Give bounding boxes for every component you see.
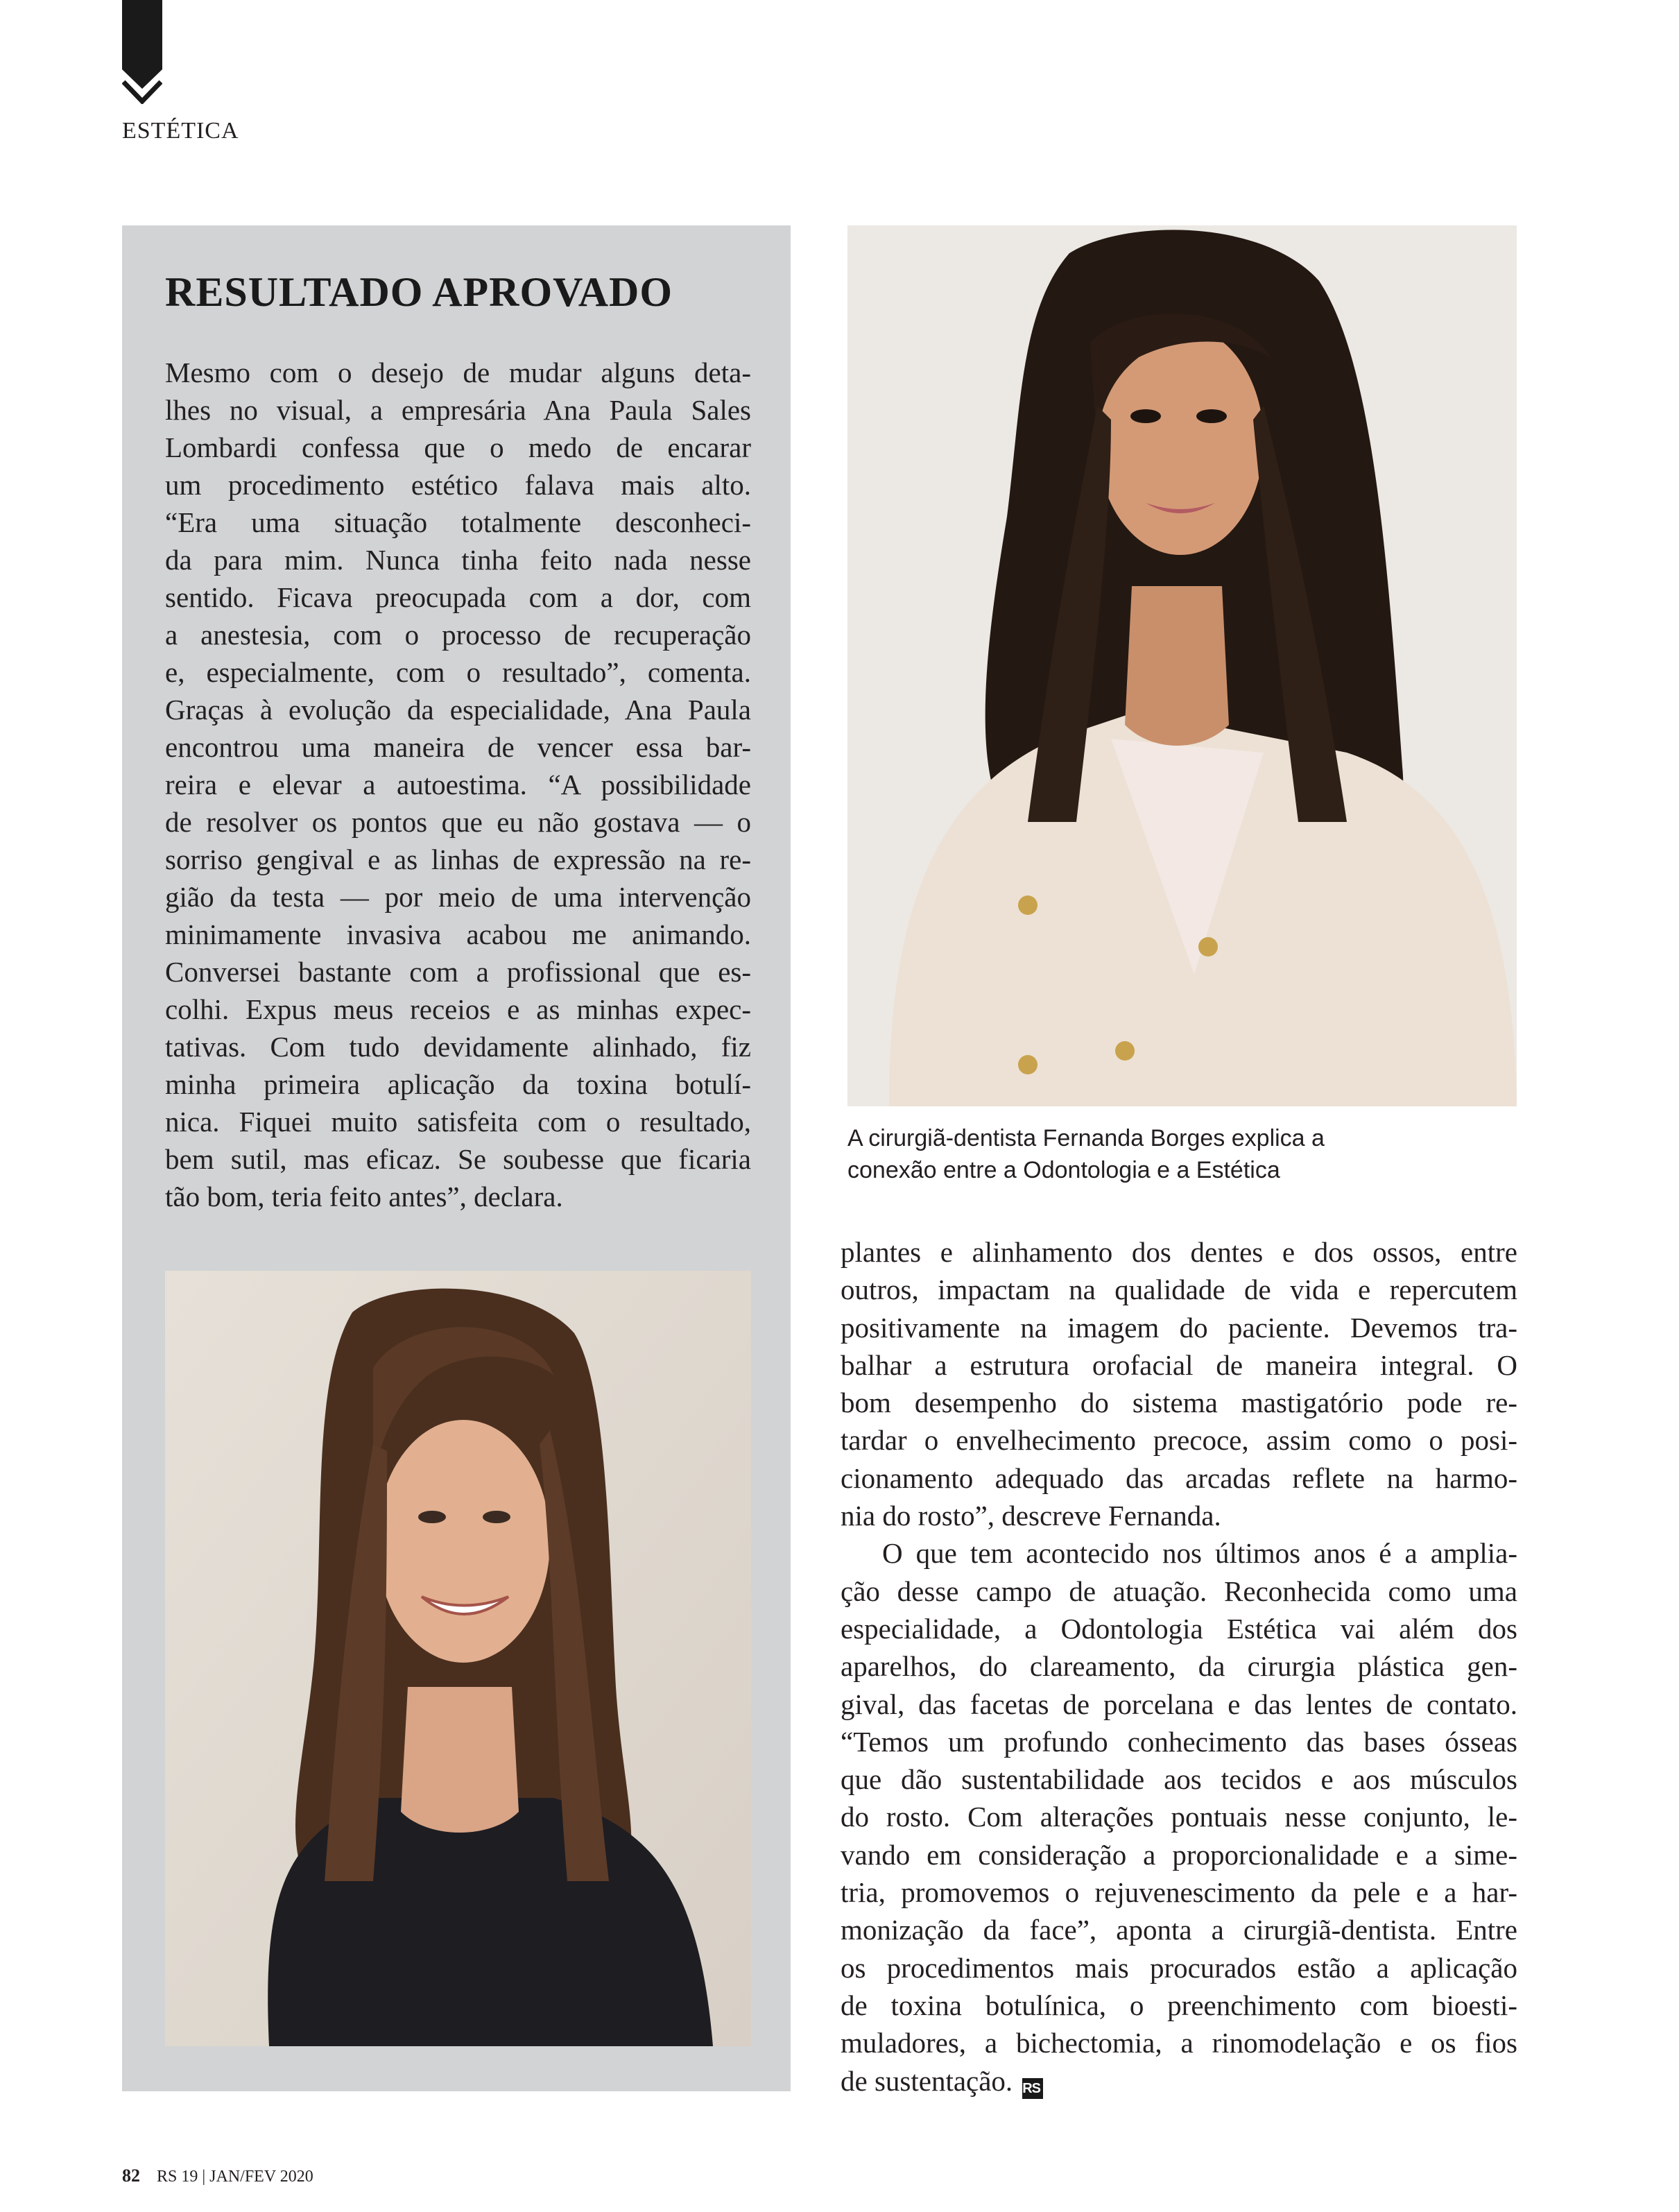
article-text-line: especialidade, a Odontologia Estética vai além dos (841, 1612, 1517, 1645)
sidebar-text-line: reira e elevar a autoestima. “A possibilidade (165, 769, 751, 800)
sidebar-title: RESULTADO APROVADO (165, 269, 673, 315)
article-text-line: do rosto. Com alterações pontuais nesse conjunto, le- (841, 1801, 1517, 1833)
article-text-line: tria, promovemos o rejuvenescimento da pele e a har- (841, 1876, 1517, 1909)
article-text-line: “Temos um profundo conhecimento das bases ósseas (841, 1725, 1517, 1758)
sidebar-text-line: a anestesia, com o processo de recuperação (165, 619, 751, 651)
sidebar-text-line: “Era uma situação totalmente desconheci- (165, 506, 751, 538)
sidebar-text-line: encontrou uma maneira de vencer essa bar- (165, 731, 751, 763)
article-text-line: os procedimentos mais procurados estão a aplicação (841, 1951, 1517, 1984)
article-text-line: de sustentação. RS (841, 2062, 1517, 2100)
article-text-line: ção desse campo de atuação. Reconhecida como uma (841, 1575, 1517, 1607)
article-text-line: plantes e alinhamento dos dentes e dos ossos, entre (841, 1236, 1517, 1268)
sidebar-text-line: tão bom, teria feito antes”, declara. (165, 1181, 563, 1212)
sidebar-text-line: Lombardi confessa que o medo de encarar (165, 431, 751, 463)
page-number: 82 (122, 2166, 140, 2186)
portrait-ana-paula-illustration (165, 1271, 751, 2046)
page-footer (122, 2166, 313, 2186)
sidebar-text-line: lhes no visual, a empresária Ana Paula Sales (165, 394, 751, 426)
sidebar-text-line: de resolver os pontos que eu não gostava — o (165, 806, 751, 838)
article-text-line: balhar a estrutura orofacial de maneira integral. O (841, 1348, 1517, 1381)
portrait-fernanda-illustration (847, 225, 1517, 1106)
photo-ana-paula (165, 1271, 751, 2046)
sidebar-text-line: um procedimento estético falava mais alto. (165, 469, 751, 501)
article-text-line: vando em consideração a proporcionalidade e a sime- (841, 1838, 1517, 1871)
article-text-line: nia do rosto”, descreve Fernanda. (841, 1500, 1221, 1532)
sidebar-text-line: Mesmo com o desejo de mudar alguns deta- (165, 357, 751, 388)
article-text-line: outros, impactam na qualidade de vida e repercutem (841, 1274, 1517, 1306)
article-text-line: muladores, a bichectomia, a rinomodelação e os fios (841, 2027, 1517, 2059)
sidebar-text-line: Graças à evolução da especialidade, Ana Paula (165, 694, 751, 726)
sidebar-text-line: tativas. Com tudo devidamente alinhado, fiz (165, 1031, 751, 1063)
sidebar-text-line: minha primeira aplicação da toxina botulí- (165, 1068, 751, 1100)
sidebar-text-line: colhi. Expus meus receios e as minhas expec- (165, 993, 751, 1025)
sidebar-text-line: minimamente invasiva acabou me animando. (165, 918, 751, 950)
sidebar-text-line: Conversei bastante com a profissional que es- (165, 956, 751, 988)
sidebar-text-line: da para mim. Nunca tinha feito nada nesse (165, 544, 751, 576)
article-text-line: tardar o envelhecimento precoce, assim como o posi- (841, 1424, 1517, 1457)
sidebar-text-line: sorriso gengival e as linhas de expressão na re- (165, 843, 751, 875)
article-text-line: aparelhos, do clareamento, da cirurgia plástica gen- (841, 1650, 1517, 1683)
sidebar-text-line: gião da testa — por meio de uma intervenção (165, 881, 751, 913)
sidebar-text-line: e, especialmente, com o resultado”, comenta. (165, 656, 751, 688)
sidebar-text-line: bem sutil, mas eficaz. Se soubesse que ficaria (165, 1143, 751, 1175)
article-text-line: gival, das facetas de porcelana e das lentes de contato. (841, 1688, 1517, 1720)
sidebar-text-line: nica. Fiquei muito satisfeita com o resultado, (165, 1106, 751, 1138)
article-text-line: positivamente na imagem do paciente. Devemos tra- (841, 1311, 1517, 1344)
sidebar-text-line: sentido. Ficava preocupada com a dor, com (165, 581, 751, 613)
article-text-line: monização da face”, aponta a cirurgiã-dentista. Entre (841, 1914, 1517, 1946)
photo-caption (847, 1122, 1517, 1186)
section-label: ESTÉTICA (122, 118, 239, 144)
caption-text-line: A cirurgiã-dentista Fernanda Borges explica a (847, 1125, 1325, 1151)
article-column (841, 1233, 1517, 2100)
photo-fernanda-borges (847, 225, 1517, 1106)
article-text-line: cionamento adequado das arcadas reflete na harmo- (841, 1461, 1517, 1494)
bookmark-icon (122, 0, 162, 104)
end-mark-icon: RS (1022, 2078, 1043, 2099)
article-text-line: de toxina botulínica, o preenchimento com bioesti- (841, 1989, 1517, 2021)
caption-text-line: conexão entre a Odontologia e a Estética (847, 1157, 1280, 1183)
article-text-line: que dão sustentabilidade aos tecidos e aos músculos (841, 1763, 1517, 1796)
issue-info: RS 19 | JAN/FEV 2020 (157, 2168, 313, 2186)
article-text-line: bom desempenho do sistema mastigatório pode re- (841, 1387, 1517, 1419)
sidebar-body (165, 354, 751, 1215)
article-text-line: O que tem acontecido nos últimos anos é a amplia- (882, 1537, 1517, 1570)
